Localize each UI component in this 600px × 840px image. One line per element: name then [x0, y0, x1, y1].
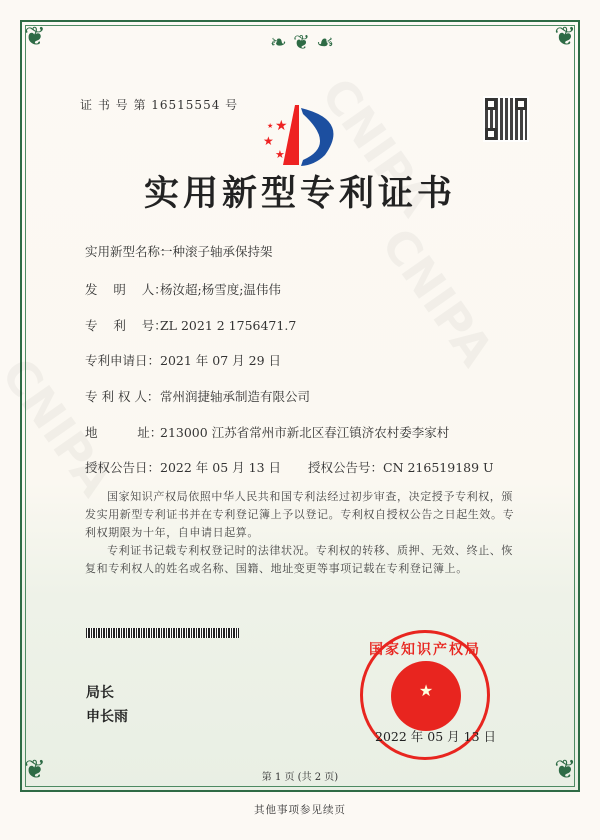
- field-value: 一种滚子轴承保持架: [160, 244, 273, 259]
- field-patent-number: [85, 316, 296, 334]
- corner-ornament-icon: ❦: [24, 22, 46, 52]
- svg-text:★: ★: [275, 118, 288, 134]
- field-label: 实用新型名称：: [85, 244, 173, 259]
- field-address: [85, 423, 449, 441]
- certificate-number: 证 书 号 第 16515554 号: [80, 98, 239, 112]
- field-label: 授权公告日：: [85, 460, 161, 475]
- footer-note: 其他事项参见续页: [254, 804, 346, 816]
- director-name: 申长雨: [86, 709, 128, 725]
- director-title: 局长: [86, 685, 114, 701]
- seal-date: 2022 年 05 月 13 日: [375, 729, 496, 744]
- seal-text: 国家知识产权局: [369, 642, 481, 658]
- field-label: 专 利 号：: [85, 318, 167, 333]
- field-utility-model-name: [85, 242, 273, 260]
- field-label: 地 址：: [85, 425, 163, 440]
- svg-text:★: ★: [267, 122, 274, 130]
- barcode: [86, 628, 239, 638]
- field-application-date: [85, 351, 281, 369]
- field-label: 专 利 权 人：: [85, 389, 160, 404]
- corner-ornament-icon: ❦: [554, 22, 576, 52]
- field-value: 213000 江苏省常州市新北区春江镇济农村委李家村: [160, 425, 450, 440]
- certificate-statement: [85, 488, 515, 578]
- field-grant-date: [85, 458, 281, 476]
- statement-paragraph: 国家知识产权局依照中华人民共和国专利法经过初步审查，决定授予专利权，颁发实用新型专利证书并在专利登记簿上予以登记。专利权自授权公告之日起生效。专利权期限为十年，自申请日起算。: [85, 490, 515, 539]
- field-inventors: [85, 280, 281, 298]
- corner-ornament-icon: ❦: [554, 755, 576, 785]
- field-grant-number: [308, 458, 494, 476]
- field-value: 2022 年 05 月 13 日: [160, 460, 281, 475]
- field-patentee: [85, 387, 310, 405]
- field-label: 授权公告号：: [308, 460, 384, 475]
- field-value: ZL 2021 2 1756471.7: [160, 318, 297, 333]
- field-label: 专利申请日：: [85, 353, 161, 368]
- field-value: 杨汝超;杨雪度;温伟伟: [160, 282, 281, 297]
- svg-text:★: ★: [275, 148, 285, 161]
- field-label: 发 明 人：: [85, 282, 167, 297]
- top-ornament-icon: ❧ ❦ ☙: [270, 30, 335, 54]
- page-indicator: 第 1 页 (共 2 页): [261, 772, 339, 783]
- page-title: 实用新型专利证书: [143, 173, 456, 214]
- qr-code: [483, 96, 529, 142]
- field-value: CN 216519189 U: [383, 460, 494, 475]
- national-emblem-icon: ★: [391, 661, 461, 731]
- cnipa-logo-icon: [255, 100, 355, 170]
- field-value: 常州润捷轴承制造有限公司: [160, 389, 311, 404]
- svg-text:★: ★: [263, 134, 274, 148]
- statement-paragraph: 专利证书记载专利权登记时的法律状况。专利权的转移、质押、无效、终止、恢复和专利权人的姓名或名称、国籍、地址变更等事项记载在专利登记簿上。: [85, 544, 513, 575]
- field-value: 2021 年 07 月 29 日: [160, 353, 281, 368]
- corner-ornament-icon: ❦: [24, 755, 46, 785]
